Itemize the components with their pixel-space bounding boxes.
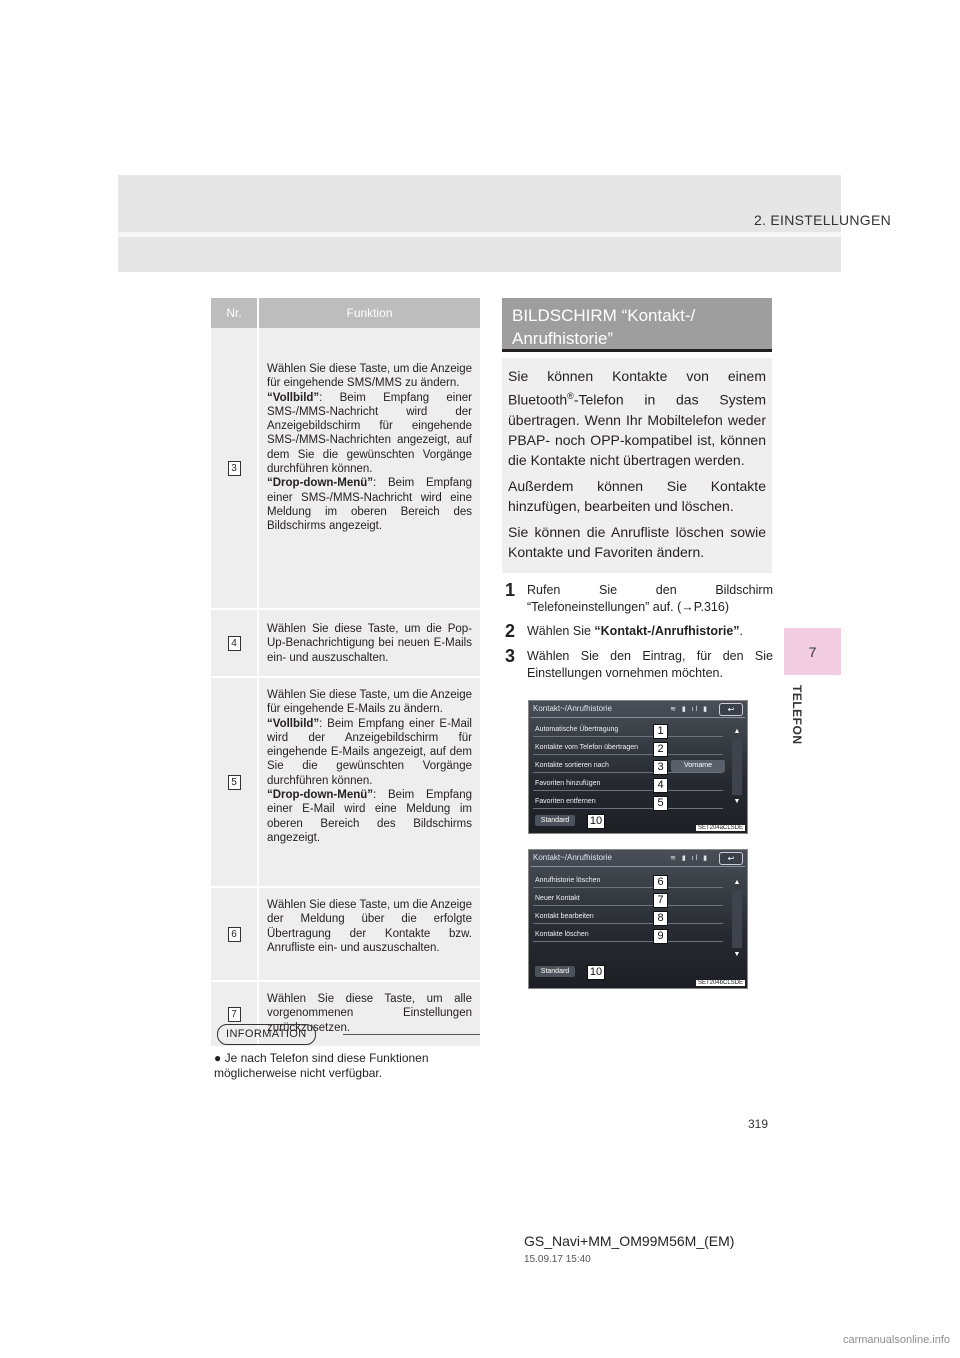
- step-number: 1: [505, 580, 516, 600]
- callout-6: 6: [653, 875, 668, 890]
- sort-value: Vorname: [671, 760, 725, 772]
- section-title: 2. EINSTELLUNGEN: [753, 212, 891, 228]
- callout-9: 9: [653, 929, 668, 944]
- menu-item-transfer-from-phone[interactable]: Kontakte vom Telefon übertragen: [533, 741, 723, 755]
- option-label: “Drop-down-Menü”: [267, 477, 374, 490]
- figure-code: SET204aCLSDE: [697, 825, 743, 831]
- scroll-up-icon[interactable]: ▲: [733, 879, 741, 886]
- information-text: ● Je nach Telefon sind diese Funktionen möglicherweise nicht verfügbar.: [214, 1051, 429, 1080]
- screen-title: Kontakt~/Anrufhistorie: [533, 704, 612, 713]
- menu-item-auto-transfer[interactable]: Automatische Übertragung: [533, 723, 723, 737]
- callout-2: 2: [653, 742, 668, 757]
- callout-10: 10: [587, 814, 605, 829]
- option-label: “Drop-down-Menü”: [267, 789, 374, 802]
- table-row: [211, 328, 480, 610]
- step-item: 1 Rufen Sie den Bildschirm “Telefoneinstellungen” auf. (→P.316): [505, 580, 773, 614]
- standard-button[interactable]: Standard: [535, 815, 575, 826]
- callout-4: 4: [653, 778, 668, 793]
- table-header: [211, 298, 480, 328]
- row-description: Wählen Sie diese Taste, um die Anzeige für eingehende SMS/MMS zu ändern. “Vollbild”: Beim Empfang einer SMS-/MMS-Nachricht wird der Anzeigebildschirm für eingehende SMS-/MMS-Nachrichten angezeigt, auf dem Sie die gewünschten Vorgänge durchführen können. “Drop-down-Menü”: Beim Empfang einer SMS-/MMS-Nachricht wird eine Meldung im oberen Bereich des Bildschirms angezeigt.: [267, 363, 472, 533]
- section-intro-box: Sie können Kontakte von einem Bluetooth®-Telefon in das System übertragen. Wenn Ihr Mobiltelefon weder PBAP- noch OPP-kompatibel ist, können die Kontakte nicht übertragen werden. Außerdem können Sie Kontakte hinzufügen, bearbeiten und löschen. Sie können die Anrufliste löschen sowie Kontakte und Favoriten ändern.: [502, 358, 772, 573]
- table-row: [211, 678, 480, 888]
- header-stripe: [118, 232, 841, 237]
- callout-5: 5: [653, 796, 668, 811]
- row-description: Wählen Sie diese Taste, um alle vorgenommenen Einstellungen zurückzusetzen.: [267, 993, 472, 1034]
- screenshot-contact-history-1: [528, 700, 748, 834]
- callout-10: 10: [587, 965, 605, 980]
- scrollbar[interactable]: [732, 739, 742, 795]
- menu-item-new-contact[interactable]: Neuer Kontakt: [533, 892, 723, 906]
- bullet-icon: ●: [214, 1051, 222, 1065]
- row-description: Wählen Sie diese Taste, um die Anzeige für eingehende E-Mails zu ändern. “Vollbild”: Beim Empfang einer E-Mail wird der Anzeigebildschirm für eingehende E-Mails angezeigt, auf dem Sie die gewünschten Vorgänge durchführen können. “Drop-down-Menü”: Beim Empfang einer E-Mail wird eine Meldung im oberen Bereich des Bildschirms angezeigt.: [267, 689, 472, 844]
- screen-title: Kontakt~/Anrufhistorie: [533, 853, 612, 862]
- figure-code: SET204bCLSDE: [697, 980, 743, 986]
- scrollbar[interactable]: [732, 890, 742, 948]
- steps-list: [505, 580, 773, 687]
- row-number-box: 7: [228, 1007, 241, 1022]
- table-row: [211, 888, 480, 982]
- step-number: 3: [505, 646, 516, 666]
- footer-date: 15.09.17 15:40: [524, 1254, 591, 1265]
- column-header-nr: Nr.: [211, 298, 259, 328]
- chapter-tab-label: TELEFON: [790, 685, 804, 745]
- section-heading: BILDSCHIRM “Kontakt-/ Anrufhistorie”: [502, 298, 772, 352]
- menu-item-edit-contact[interactable]: Kontakt bearbeiten: [533, 910, 723, 924]
- header-band: [118, 175, 841, 272]
- table-row: [211, 610, 480, 678]
- information-badge: INFORMATION: [217, 1024, 316, 1045]
- row-description: Wählen Sie diese Taste, um die Anzeige der Meldung über die erfolgte Übertragung der Kontakte bzw. Anrufliste ein- und auszuschalten.: [267, 899, 472, 954]
- step-item: 3 Wählen Sie den Eintrag, für den Sie Einstellungen vornehmen möchten.: [505, 646, 773, 680]
- separator: [531, 866, 745, 867]
- menu-item-remove-favorites[interactable]: Favoriten entfernen: [533, 795, 723, 809]
- step-number: 2: [505, 621, 516, 641]
- screenshot-contact-history-2: [528, 849, 748, 989]
- function-table: [211, 298, 480, 1048]
- menu-item-sort-contacts[interactable]: Kontakte sortieren nach: [533, 759, 723, 773]
- page-number: 319: [748, 1117, 769, 1131]
- menu-item-delete-contacts[interactable]: Kontakte löschen: [533, 928, 723, 942]
- step-item: 2 Wählen Sie “Kontakt-/Anrufhistorie”.: [505, 621, 744, 641]
- watermark: carmanualsonline.info: [842, 1334, 950, 1346]
- back-button[interactable]: ↩: [719, 852, 743, 865]
- menu-item-add-favorites[interactable]: Favoriten hinzufügen: [533, 777, 723, 791]
- footer-model: GS_Navi+MM_OM99M56M_(EM): [524, 1233, 735, 1249]
- back-button[interactable]: ↩: [719, 703, 743, 716]
- status-icons: ≋ ▮ ıl ▮: [670, 855, 709, 862]
- chapter-tab-number: 7: [784, 628, 841, 675]
- separator: [531, 717, 745, 718]
- callout-1: 1: [653, 724, 668, 739]
- row-number-box: 6: [228, 927, 241, 942]
- information-rule: [343, 1034, 480, 1035]
- column-header-funktion: Funktion: [346, 306, 393, 320]
- row-description: Wählen Sie diese Taste, um die Pop-Up-Benachrichtigung bei neuen E-Mails ein- und auszuschalten.: [267, 623, 472, 664]
- callout-7: 7: [653, 893, 668, 908]
- scroll-down-icon[interactable]: ▼: [733, 798, 741, 805]
- standard-button[interactable]: Standard: [535, 966, 575, 977]
- row-number-box: 3: [228, 461, 241, 476]
- callout-8: 8: [653, 911, 668, 926]
- scroll-down-icon[interactable]: ▼: [733, 951, 741, 958]
- row-number-box: 5: [228, 775, 241, 790]
- status-icons: ≋ ▮ ıl ▮: [670, 706, 709, 713]
- row-number-box: 4: [228, 636, 241, 651]
- option-label: “Vollbild”: [267, 391, 320, 404]
- option-label: “Vollbild”: [267, 717, 320, 730]
- callout-3: 3: [653, 760, 668, 775]
- menu-item-delete-call-history[interactable]: Anrufhistorie löschen: [533, 874, 723, 888]
- scroll-up-icon[interactable]: ▲: [733, 728, 741, 735]
